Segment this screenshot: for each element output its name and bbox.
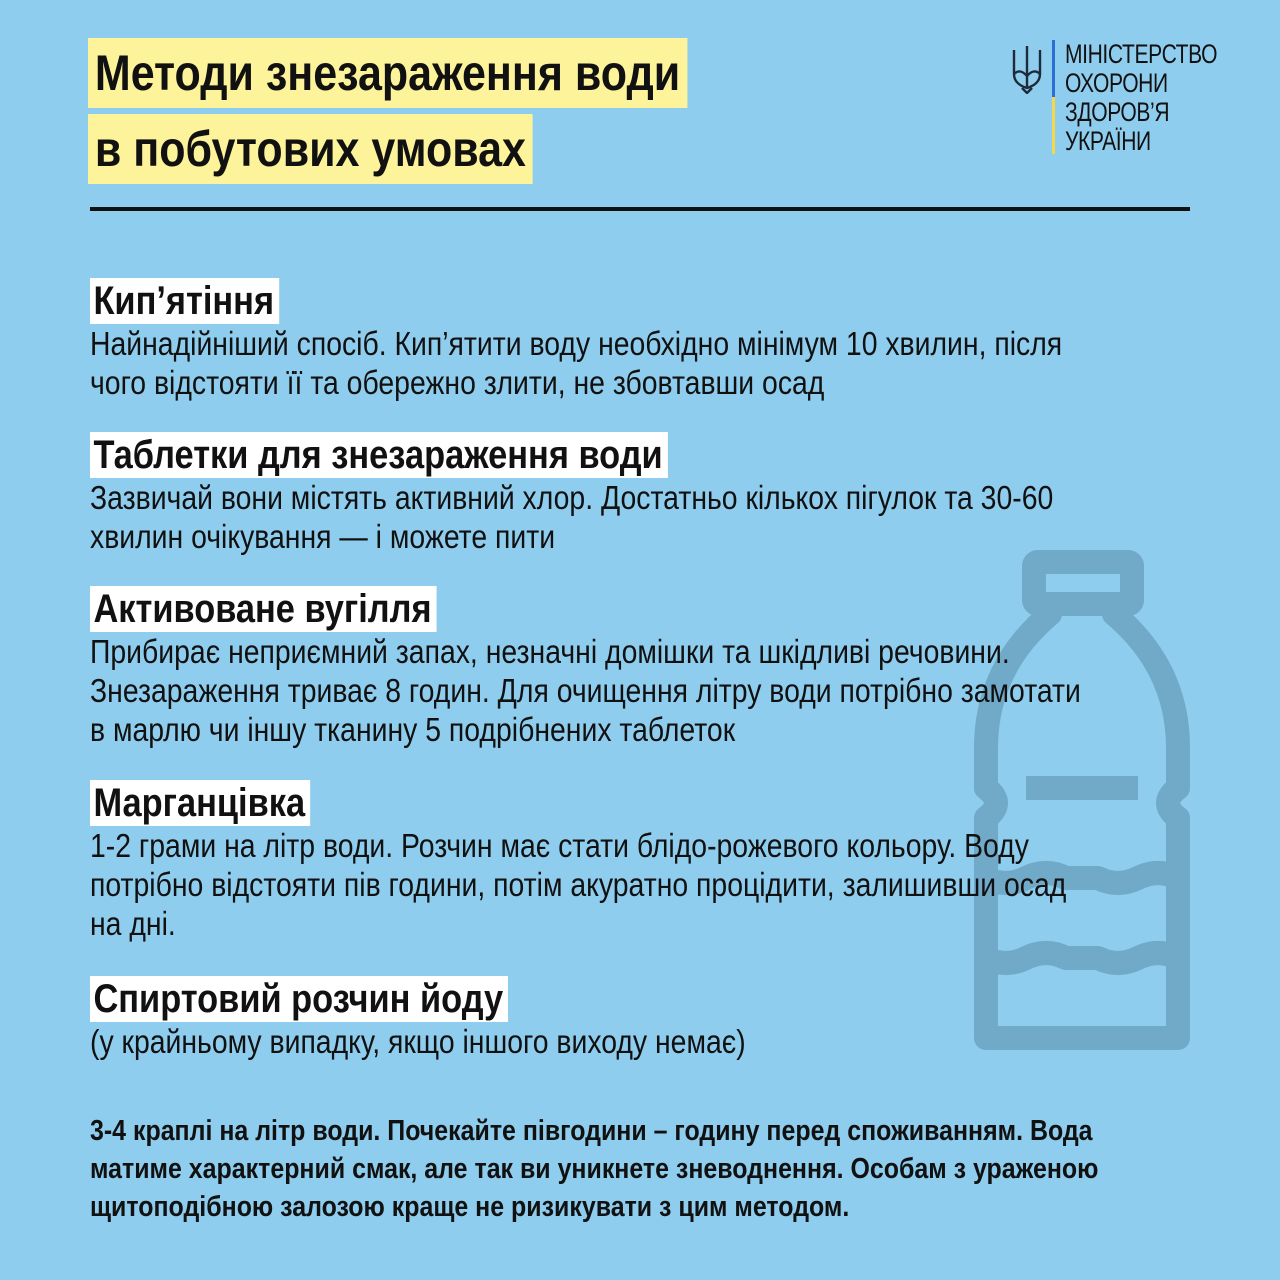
section-text-line: в марлю чи іншу тканину 5 подрібнених таблеток [90, 711, 736, 748]
logo-text [1065, 40, 1217, 156]
logo-line: МІНІСТЕРСТВО [1065, 39, 1218, 69]
section-heading: Марганцівка [90, 780, 310, 826]
page-title [88, 38, 687, 190]
tryzub-icon [1010, 44, 1044, 94]
logo-divider [1052, 40, 1055, 154]
section-heading: Таблетки для знезараження води [90, 432, 668, 478]
section-text-line: чого відстояти її та обережно злити, не збовтавши осад [90, 364, 825, 401]
footer-note [90, 1112, 1139, 1226]
section-text-line: на дні. [90, 905, 176, 942]
footer-line: щитоподібною залозою краще не ризикувати з цим методом. [90, 1191, 850, 1223]
logo-line: УКРАЇНИ [1065, 126, 1151, 156]
section-text-line: Знезараження триває 8 годин. Для очищення літру води потрібно замотати [90, 672, 1081, 709]
section-text-line: Прибирає неприємний запах, незначні домішки та шкідливі речовини. [90, 633, 1010, 670]
title-line-2: в побутових умовах [88, 114, 533, 184]
logo-line: ЗДОРОВ’Я [1065, 97, 1170, 127]
title-line-1: Методи знезараження води [88, 38, 687, 108]
logo-line: ОХОРОНИ [1065, 68, 1168, 98]
footer-line: 3-4 краплі на літр води. Почекайте півгодини – годину перед споживанням. Вода [90, 1115, 1093, 1147]
section-activated-charcoal [90, 586, 1174, 749]
section-text-line: хвилин очікування — і можете пити [90, 518, 556, 555]
section-text-line: потрібно відстояти пів години, потім акуратно процідити, залишивши осад [90, 866, 1067, 903]
section-boiling [90, 278, 1174, 402]
section-tablets [90, 432, 1174, 556]
section-text-line: Найнадійніший спосіб. Кип’ятити воду необхідно мінімум 10 хвилин, після [90, 325, 1063, 362]
header-divider [90, 207, 1190, 211]
section-permanganate [90, 780, 1174, 943]
ministry-logo [1010, 40, 1260, 156]
footer-line: матиме характерний смак, але так ви уникнете зневоднення. Особам з ураженою [90, 1153, 1099, 1185]
section-iodine [90, 976, 1174, 1061]
section-text-line: (у крайньому випадку, якщо іншого виходу немає) [90, 1023, 746, 1060]
section-heading: Кип’ятіння [90, 278, 279, 324]
section-heading: Активоване вугілля [90, 586, 437, 632]
section-text-line: Зазвичай вони містять активний хлор. Достатньо кількох пігулок та 30-60 [90, 479, 1054, 516]
section-text-line: 1-2 грами на літр води. Розчин має стати блідо-рожевого кольору. Воду [90, 827, 1029, 864]
section-heading: Спиртовий розчин йоду [90, 976, 508, 1022]
